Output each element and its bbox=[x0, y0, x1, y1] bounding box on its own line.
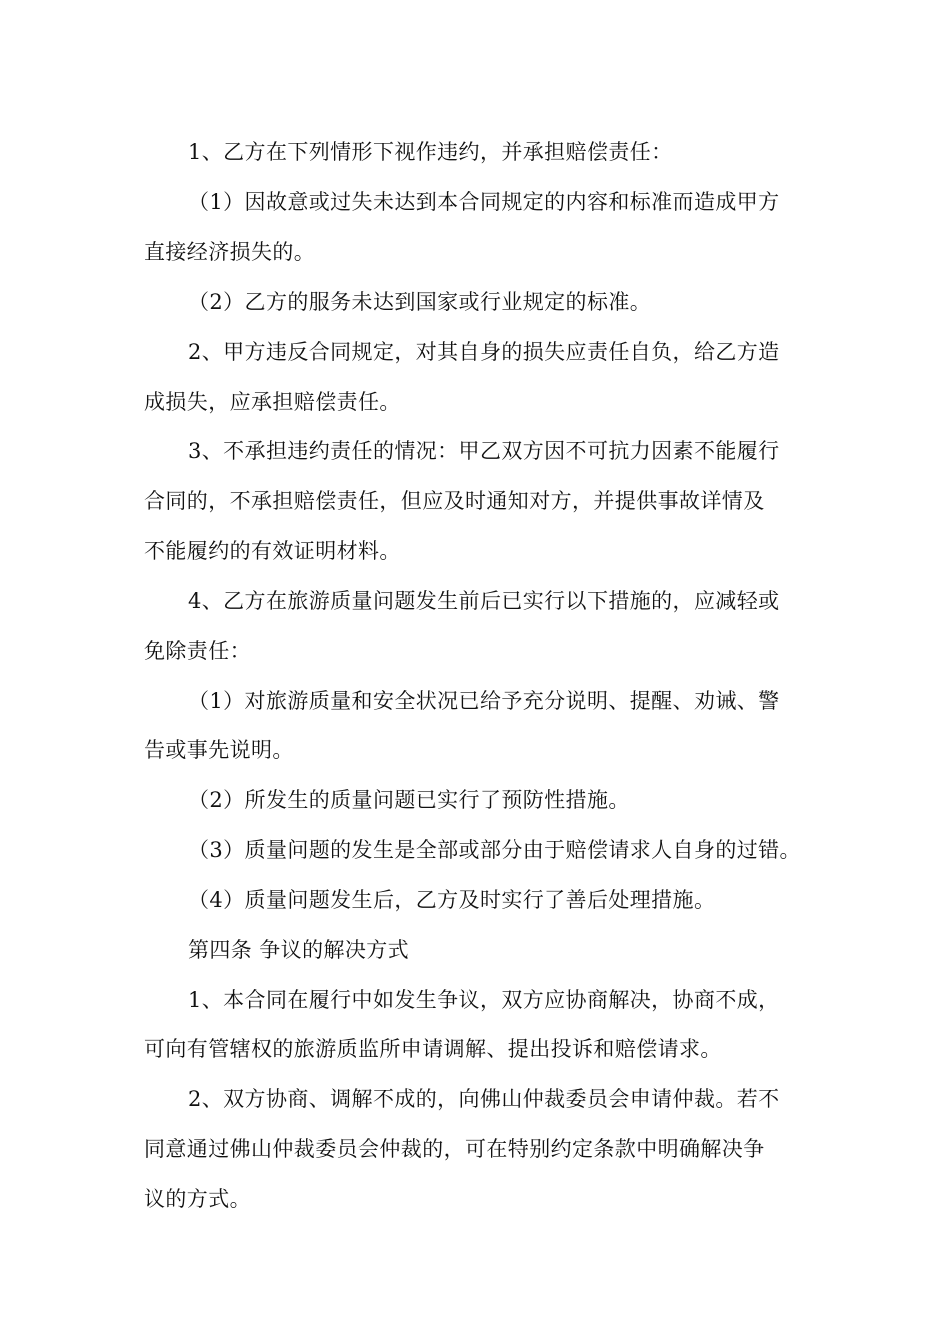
text-line: 直接经济损失的。 bbox=[144, 240, 316, 264]
text-line: 同意通过佛山仲裁委员会仲裁的，可在特别约定条款中明确解决争 bbox=[144, 1137, 765, 1161]
section-heading: 第四条 争议的解决方式 bbox=[188, 938, 410, 962]
text-line: （4）质量问题发生后，乙方及时实行了善后处理措施。 bbox=[188, 888, 716, 912]
text-line: 合同的，不承担赔偿责任，但应及时通知对方，并提供事故详情及 bbox=[144, 489, 765, 513]
text-line: 4、乙方在旅游质量问题发生前后已实行以下措施的，应减轻或 bbox=[188, 589, 780, 613]
text-line: 2、双方协商、调解不成的，向佛山仲裁委员会申请仲裁。若不 bbox=[188, 1087, 780, 1111]
text-line: 1、乙方在下列情形下视作违约，并承担赔偿责任： bbox=[188, 140, 673, 164]
text-line: 可向有管辖权的旅游质监所申请调解、提出投诉和赔偿请求。 bbox=[144, 1037, 722, 1061]
text-line: 1、本合同在履行中如发生争议，双方应协商解决，协商不成， bbox=[188, 988, 780, 1012]
text-line: 议的方式。 bbox=[144, 1187, 251, 1211]
text-line: （2）所发生的质量问题已实行了预防性措施。 bbox=[188, 788, 630, 812]
text-line: （3）质量问题的发生是全部或部分由于赔偿请求人自身的过错。 bbox=[188, 838, 801, 862]
text-line: 免除责任： bbox=[144, 639, 251, 663]
text-line: （1）对旅游质量和安全状况已给予充分说明、提醒、劝诫、警 bbox=[188, 689, 780, 713]
text-line: 3、不承担违约责任的情况：甲乙双方因不可抗力因素不能履行 bbox=[188, 439, 780, 463]
text-line: （1）因故意或过失未达到本合同规定的内容和标准而造成甲方 bbox=[188, 190, 780, 214]
text-line: 成损失，应承担赔偿责任。 bbox=[144, 390, 401, 414]
text-line: 不能履约的有效证明材料。 bbox=[144, 539, 401, 563]
text-line: 告或事先说明。 bbox=[144, 738, 294, 762]
text-line: （2）乙方的服务未达到国家或行业规定的标准。 bbox=[188, 290, 652, 314]
text-line: 2、甲方违反合同规定，对其自身的损失应责任自负，给乙方造 bbox=[188, 340, 780, 364]
